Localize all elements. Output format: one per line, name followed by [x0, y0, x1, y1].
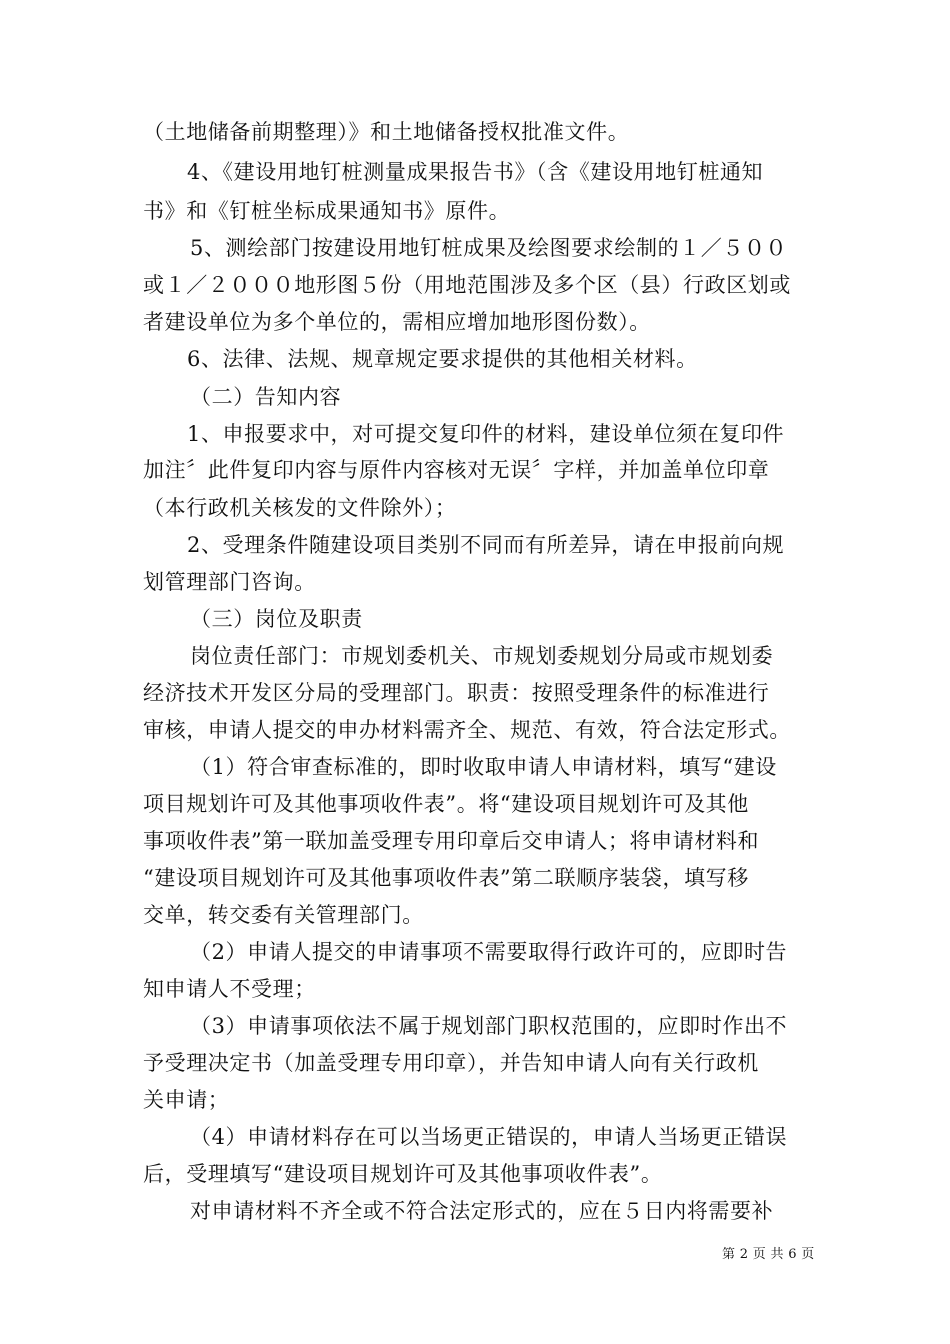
page-number: 第 2 页 共 6 页	[722, 1247, 815, 1262]
text-line: 2、受理条件随建设项目类别不同而有所差异，请在申报前向规	[187, 533, 785, 557]
text-line: 4、《建设用地钉桩测量成果报告书》（含《建设用地钉桩通知	[187, 160, 764, 184]
text-line: 关申请；	[143, 1088, 230, 1112]
text-line: 知申请人不受理；	[143, 977, 316, 1001]
text-line: 5、测绘部门按建设用地钉桩成果及绘图要求绘制的１／５００	[190, 236, 788, 260]
text-line: 经济技术开发区分局的受理部门。职责：按照受理条件的标准进行	[143, 681, 770, 705]
text-line: 或１／２０００地形图５份（用地范围涉及多个区（县）行政区划或	[143, 273, 791, 297]
text-line: （3）申请事项依法不属于规划部门职权范围的，应即时作出不	[190, 1014, 788, 1038]
text-line: （土地储备前期整理）》和土地储备授权批准文件。	[143, 120, 630, 144]
text-line: （4）申请材料存在可以当场更正错误的，申请人当场更正错误	[190, 1125, 788, 1149]
text-line: （1）符合审查标准的，即时收取申请人申请材料，填写“建设	[190, 755, 777, 779]
text-line: 后，受理填写“建设项目规划许可及其他事项收件表”。	[143, 1162, 663, 1186]
text-line: 书》和《钉桩坐标成果通知书》原件。	[143, 199, 511, 223]
text-line: 予受理决定书（加盖受理专用印章），并告知申请人向有关行政机	[143, 1051, 759, 1075]
text-line: “建设项目规划许可及其他事项收件表”第二联顺序装袋，填写移	[143, 866, 749, 890]
text-line: （2）申请人提交的申请事项不需要取得行政许可的，应即时告	[190, 940, 788, 964]
text-line: （本行政机关核发的文件除外）；	[143, 496, 457, 520]
text-line: 审核，申请人提交的申办材料需齐全、规范、有效，符合法定形式。	[143, 718, 791, 742]
text-line: 1、申报要求中，对可提交复印件的材料，建设单位须在复印件	[187, 422, 785, 446]
section-heading: （二）告知内容	[190, 385, 342, 409]
text-line: 项目规划许可及其他事项收件表”。将“建设项目规划许可及其他	[143, 792, 749, 816]
text-line: 事项收件表”第一联加盖受理专用印章后交申请人；将申请材料和	[143, 829, 760, 853]
text-line: 6、法律、法规、规章规定要求提供的其他相关材料。	[187, 347, 698, 371]
text-line: 交单，转交委有关管理部门。	[143, 903, 424, 927]
section-heading: （三）岗位及职责	[190, 607, 363, 631]
text-line: 加注〞此件复印内容与原件内容核对无误〞字样，并加盖单位印章	[143, 458, 770, 482]
text-line: 岗位责任部门：市规划委机关、市规划委规划分局或市规划委	[190, 644, 774, 668]
text-line: 者建设单位为多个单位的，需相应增加地形图份数）。	[143, 310, 651, 334]
text-line: 划管理部门咨询。	[143, 570, 316, 594]
text-line: 对申请材料不齐全或不符合法定形式的，应在５日内将需要补	[190, 1199, 774, 1223]
